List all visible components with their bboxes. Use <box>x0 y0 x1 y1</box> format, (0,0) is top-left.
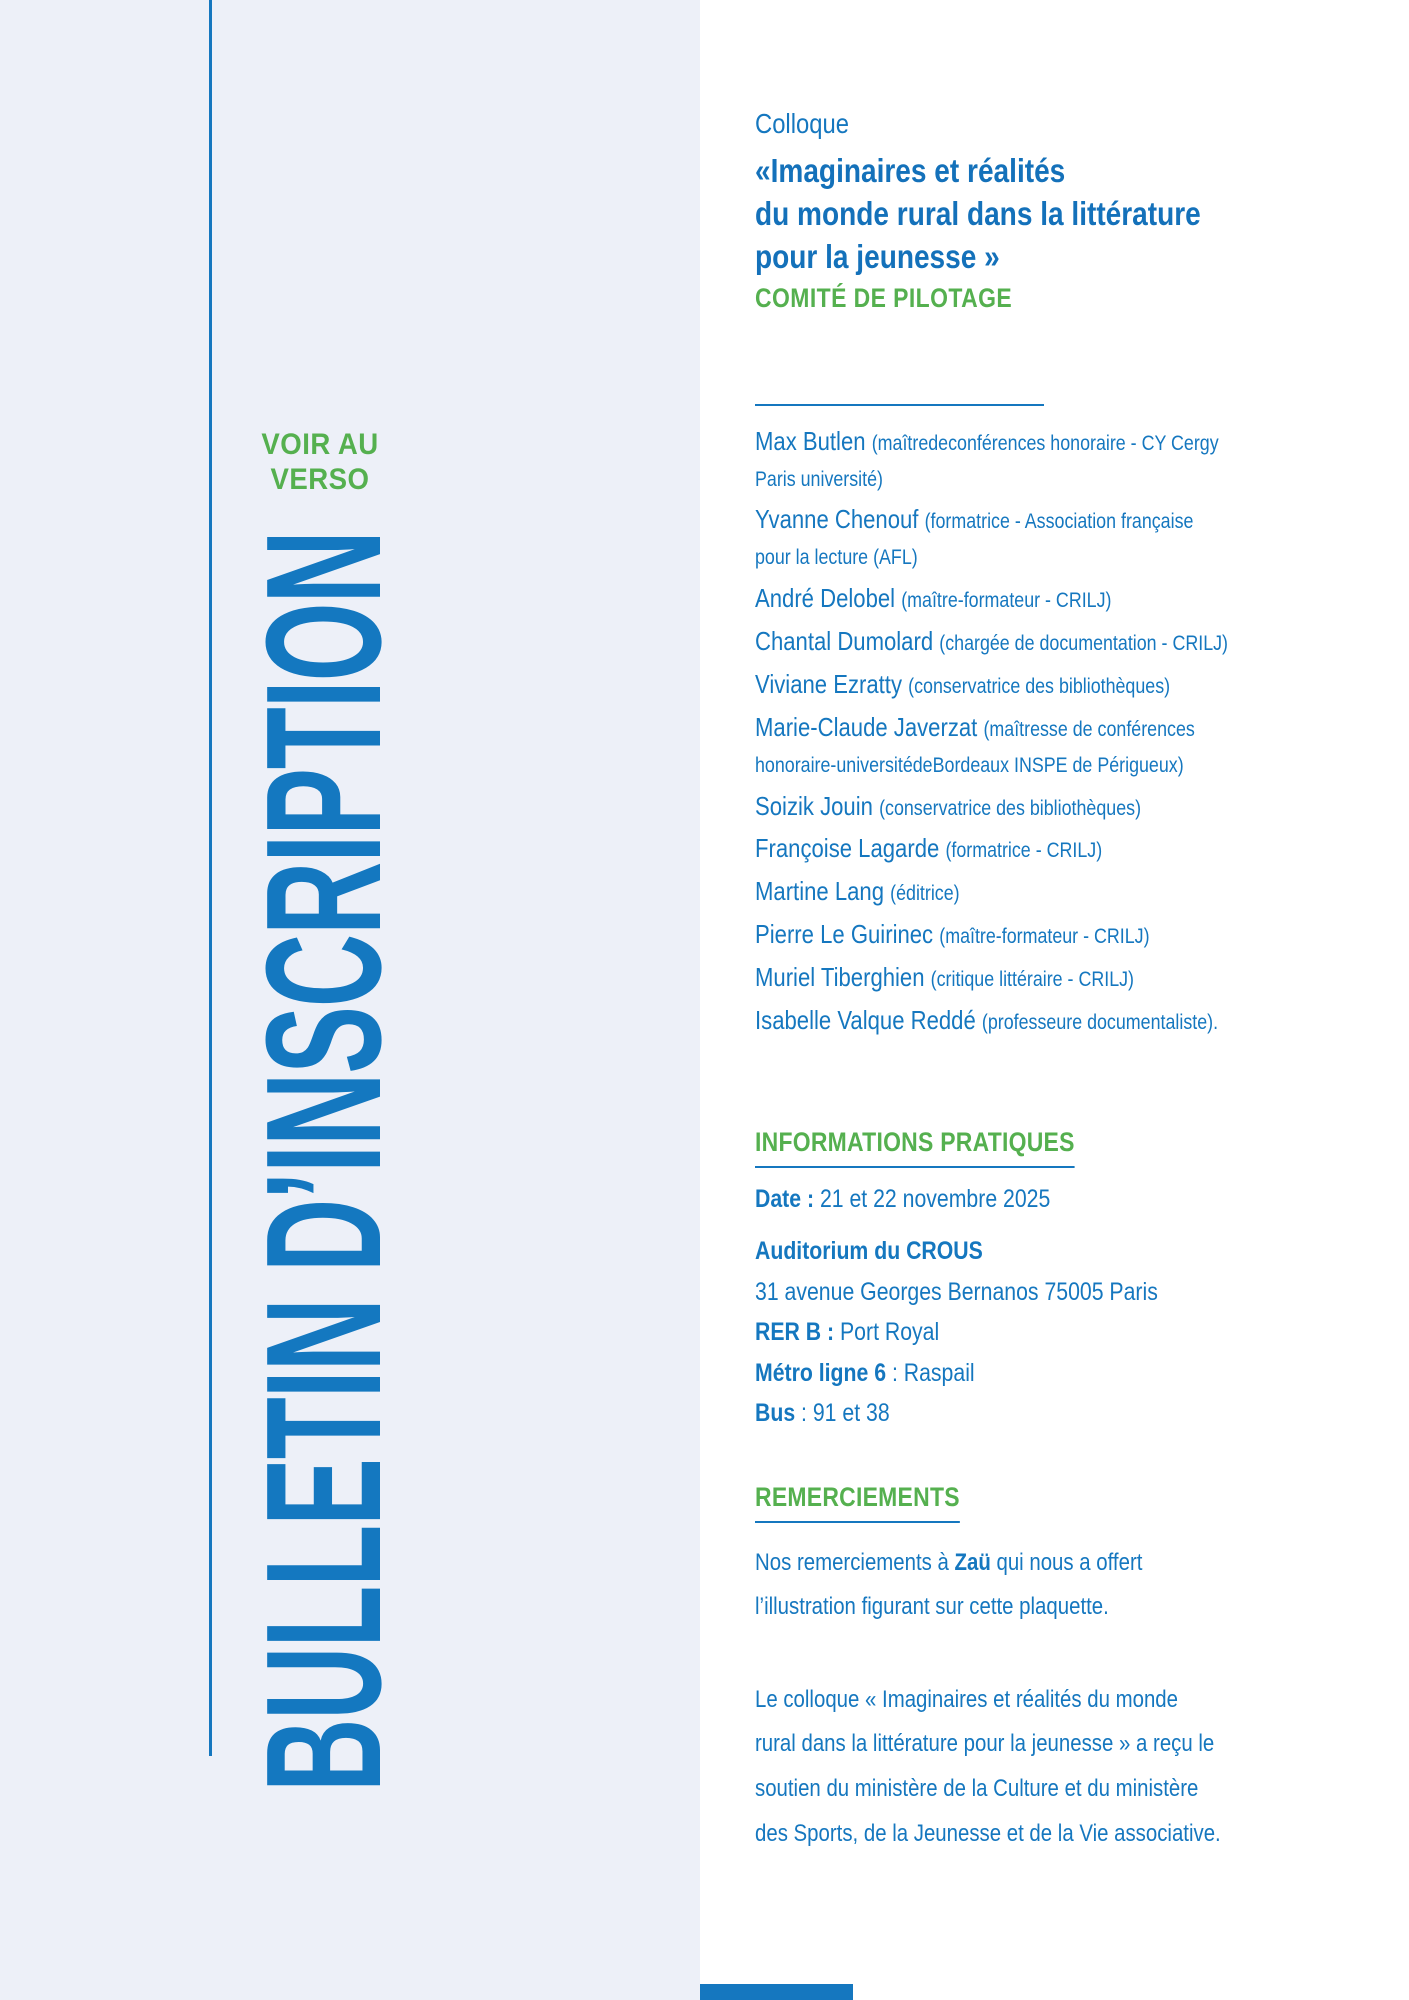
metro-label: Métro ligne 6 <box>755 1358 887 1387</box>
member-role: (maître-formateur - CRILJ) <box>901 589 1112 613</box>
committee-entry <box>755 424 1231 496</box>
committee-entry <box>755 789 1231 825</box>
member-role: (maîtredeconférences honoraire - CY Cergy Paris université) <box>755 431 1219 491</box>
rer-line <box>755 1312 1231 1353</box>
member-name: Pierre Le Guirinec <box>755 919 934 950</box>
committee-entry <box>755 502 1231 574</box>
thanks-line1 <box>755 1541 1231 1585</box>
metro-line <box>755 1353 1231 1394</box>
committee-entry <box>755 960 1231 996</box>
right-panel-content <box>755 0 1231 1857</box>
thanks-line2: l’illustration figurant sur cette plaquette. <box>755 1593 1109 1621</box>
closing-line: des Sports, de la Jeunesse et de la Vie associative. <box>755 1820 1221 1848</box>
committee-list <box>755 424 1231 1039</box>
venue-address: 31 avenue Georges Bernanos 75005 Paris <box>755 1277 1158 1306</box>
member-name: Max Butlen <box>755 425 866 456</box>
bus-value: : 91 et 38 <box>795 1399 890 1428</box>
date-value: 21 et 22 novembre 2025 <box>819 1184 1051 1213</box>
practical-info-section <box>755 1127 1231 1434</box>
event-title-line: du monde rural dans la littérature <box>755 194 1201 232</box>
thanks-text-pre: Nos remerciements à <box>755 1548 955 1576</box>
verso-note <box>223 428 416 498</box>
member-name: Soizik Jouin <box>755 790 873 821</box>
committee-entry <box>755 874 1231 910</box>
member-role: (conservatrice des bibliothèques) <box>879 796 1142 820</box>
illustrator-name: Zaü <box>954 1548 991 1576</box>
member-name: Françoise Lagarde <box>755 833 940 864</box>
steering-committee-heading: COMITÉ DE PILOTAGE <box>755 282 1013 313</box>
member-name: Marie-Claude Javerzat <box>755 711 978 742</box>
member-role: (conservatrice des bibliothèques) <box>908 674 1171 698</box>
event-title <box>755 150 1231 279</box>
committee-entry <box>755 917 1231 953</box>
footer-strip <box>700 1984 853 2000</box>
member-name: Yvanne Chenouf <box>755 504 919 535</box>
member-name: André Delobel <box>755 583 896 614</box>
member-name: Isabelle Valque Reddé <box>755 1004 976 1035</box>
thanks-text-post: qui nous a offert <box>990 1548 1143 1576</box>
date-label: Date : <box>755 1184 820 1213</box>
member-name: Chantal Dumolard <box>755 626 934 657</box>
date-line <box>755 1184 1231 1214</box>
committee-entry <box>755 581 1231 617</box>
member-role: (maître-formateur - CRILJ) <box>939 925 1150 949</box>
member-role: (formatrice - CRILJ) <box>945 839 1103 863</box>
member-name: Viviane Ezratty <box>755 668 902 699</box>
metro-value: : Raspail <box>886 1358 975 1387</box>
closing-line: soutien du ministère de la Culture et du ministère <box>755 1775 1199 1803</box>
member-role: (critique littéraire - CRILJ) <box>930 968 1135 992</box>
committee-entry <box>755 831 1231 867</box>
bus-line <box>755 1393 1231 1434</box>
divider-rule <box>755 404 1044 406</box>
member-role: (formatrice - Association française pour la lecture (AFL) <box>755 510 1194 570</box>
committee-entry <box>755 624 1231 660</box>
member-role: (maîtresse de conférences honoraire-universitédeBordeaux INSPE de Périgueux) <box>755 717 1195 777</box>
rer-label: RER B : <box>755 1318 840 1347</box>
committee-entry <box>755 667 1231 703</box>
thanks-paragraph <box>755 1541 1231 1630</box>
event-title-line: pour la jeunesse » <box>755 237 1000 275</box>
vertical-rule <box>209 0 212 1756</box>
member-name: Martine Lang <box>755 876 885 907</box>
member-role: (éditrice) <box>890 882 960 906</box>
member-role: (professeure documentaliste). <box>981 1010 1219 1034</box>
event-title-line: «Imaginaires et réalités <box>755 152 1066 189</box>
verso-note-line2: VERSO <box>270 462 370 496</box>
closing-line: rural dans la littérature pour la jeunesse » a reçu le <box>755 1730 1215 1758</box>
venue-name: Auditorium du CROUS <box>755 1236 983 1265</box>
member-role: (chargée de documentation - CRILJ) <box>939 632 1228 656</box>
committee-entry <box>755 710 1231 782</box>
committee-entry <box>755 1003 1231 1039</box>
kicker: Colloque <box>755 108 849 139</box>
thanks-section <box>755 1482 1231 1630</box>
thanks-heading: REMERCIEMENTS <box>755 1482 960 1523</box>
venue-address-block <box>755 1272 1231 1434</box>
closing-paragraph <box>755 1678 1231 1858</box>
rer-value: Port Royal <box>840 1318 940 1347</box>
member-name: Muriel Tiberghien <box>755 962 925 993</box>
practical-info-heading: INFORMATIONS PRATIQUES <box>755 1127 1075 1168</box>
closing-line: Le colloque « Imaginaires et réalités du monde <box>755 1685 1178 1713</box>
vertical-title: BULLETIN D’INSCRIPTION <box>232 531 415 1793</box>
bus-label: Bus <box>755 1399 796 1428</box>
verso-note-line1: VOIR AU <box>261 428 379 461</box>
